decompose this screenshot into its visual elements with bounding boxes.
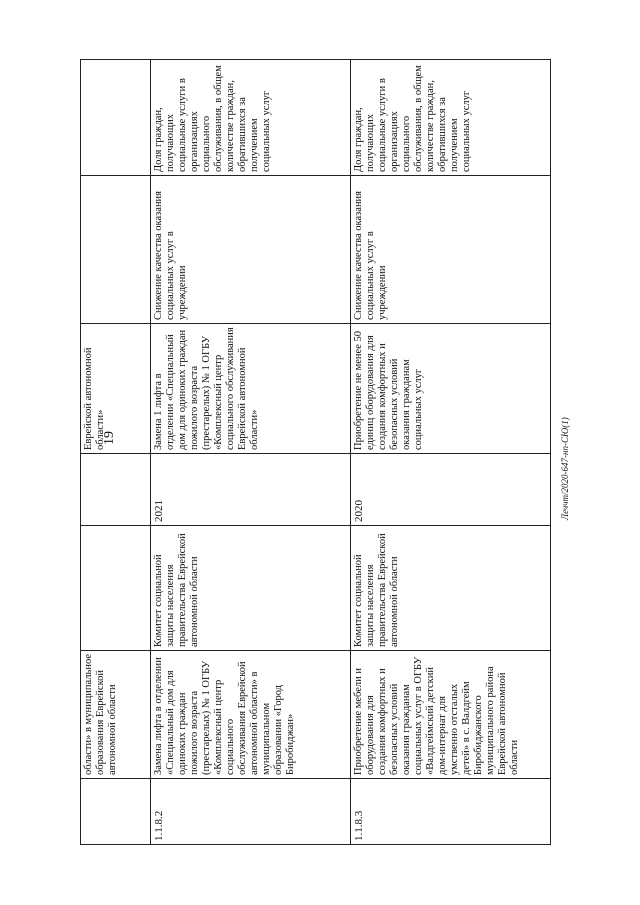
cell-year — [81, 454, 151, 526]
cell-result: Замена 1 лифта в отделении «Специальный дом для одиноких граждан пожилого возраста (престарелых) № 1 ОГБУ «Комплексный центр социального обслуживания Еврейской автономной области» — [151, 324, 351, 454]
cell-num: 1.1.8.2 — [151, 779, 351, 845]
page-number: 19 — [102, 431, 117, 445]
cell-result: Приобретение не менее 50 единиц оборудования для создания комфортных и безопасных условий оказания гражданам социальных услуг — [351, 324, 551, 454]
cell-indicator — [81, 60, 151, 176]
cell-executor: Комитет социальной защиты населения правительства Еврейской автономной области — [351, 526, 551, 651]
cell-indicator: Доля граждан, получающих социальные услуги в организациях социального обслуживания, в общем количестве граждан, обратившихся за получением социальных услуг — [151, 60, 351, 176]
cell-name: Приобретение мебели и оборудования для создания комфортных и безопасных условий оказания гражданам социальных услуг в ОГБУ «Валдгеймский детский дом-интернат для умственно отсталых детей» в с. Валдгейм Биробиджанского муниципального района Еврейской автономной области — [351, 651, 551, 779]
cell-indicator: Доля граждан, получающих социальные услуги в организациях социального обслуживания, в общем количестве граждан, обратившихся за получением социальных услуг — [351, 60, 551, 176]
cell-consequence: Снижение качества оказания социальных услуг в учреждении — [351, 176, 551, 324]
cell-name: Замена лифта в отделении «Специальный дом для одиноких граждан пожилого возраста (престарелых) № 1 ОГБУ «Комплексный центр социального обслуживания Еврейской автономной области» в муниципальном образовании «Город Биробиджан» — [151, 651, 351, 779]
cell-executor — [81, 526, 151, 651]
cell-year: 2020 — [351, 454, 551, 526]
table-row — [351, 60, 551, 845]
cell-num — [81, 779, 151, 845]
cell-executor: Комитет социальной защиты населения правительства Еврейской автономной области — [151, 526, 351, 651]
cell-name: области» в муниципальное образования Еврейской автономной области — [81, 651, 151, 779]
cell-consequence: Снижение качества оказания социальных услуг в учреждении — [151, 176, 351, 324]
cell-num: 1.1.8.3 — [351, 779, 551, 845]
cell-consequence — [81, 176, 151, 324]
table-row-continuation — [81, 60, 151, 845]
measures-table — [80, 60, 550, 845]
cell-year: 2021 — [151, 454, 351, 526]
table-row — [151, 60, 351, 845]
footer-document-code: Леччт/2020-647-нп-СЮ(1) — [560, 417, 570, 520]
cell-result: Еврейской автономной области» — [81, 324, 151, 454]
